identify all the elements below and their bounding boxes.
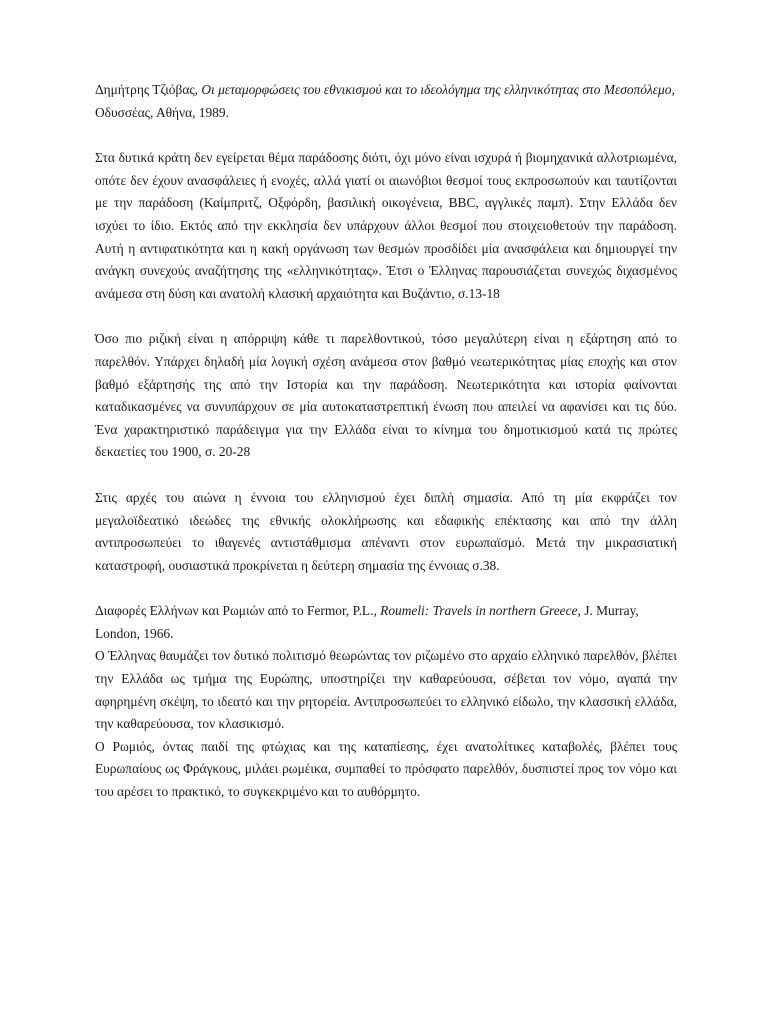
citation-publisher: , J. Murray, London, 1966. <box>95 603 639 641</box>
paragraph-romios: Ο Ρωμιός, όντας παιδί της φτώχιας και της καταπίεσης, έχει ανατολίτικες καταβολές, βλέπει τους Ευρωπαίους ως Φράγκους, μιλάει ρωμέικα, συμπαθεί το πρόσφατο παρελθόν, δυσπιστεί προς τον νόμο και του αρέσει το πρακτικό, το συγκεκριμένο και το αυθόρμητο. <box>95 738 677 800</box>
paragraph-hellene: Ο Έλληνας θαυμάζει τον δυτικό πολιτισμό θεωρώντας τον ριζωμένο στο αρχαίο ελληνικό παρελθόν, βλέπει την Ελλάδα ως τμήμα της Ευρώπης, υποστηρίζει την καθαρεύουσα, σέβεται τον νόμο, αγαπά την αφηρημένη σκέψη, το ιδεατό και την ρητορεία. Αντιπροσωπεύει το ελληνικό είδωλο, την κλασσική ελλάδα, την καθαρεύουσα, τον κλασικισμό. <box>95 648 677 732</box>
citation-author: Δημήτρης Τζιόβας, <box>95 82 202 97</box>
citation-publisher: , Οδυσσέας, Αθήνα, 1989. <box>95 82 675 120</box>
citation-fermor <box>95 600 677 645</box>
citation-title: Roumeli: Travels in northern Greece <box>380 603 578 619</box>
paragraph-modernity: Όσο πιο ριζική είναι η απόρριψη κάθε τι παρελθοντικού, τόσο μεγαλύτερη είναι η εξάρτηση από το παρελθόν. Υπάρχει δηλαδή μία λογική σχέση ανάμεσα στον βαθμό νεωτερικότητας μίας εποχής και στον βαθμό εξάρτησής της από την Ιστορία και την παράδοση. Νεωτερικότητα και ιστορία φαίνονται καταδικασμένες να συνυπάρχουν σε μία αυτοκαταστρεπτική ένωση που απειλεί να αφανίσει και τις δύο. Ένα χαρακτηριστικό παράδειγμα για την Ελλάδα είναι το κίνημα του δημοτικισμού κατά τις πρώτες δεκαετίες του 1900, σ. 20-28 <box>95 331 677 460</box>
citation-prefix: Διαφορές Ελλήνων και Ρωμιών από το Fermor, P.L., <box>95 603 381 619</box>
document-body <box>95 79 677 804</box>
paragraph-hellenism: Στις αρχές του αιώνα η έννοια του ελληνισμού έχει διπλή σημασία. Από τη μία εκφράζει τον μεγαλοϊδεατικό ιδεώδες της εθνικής ολοκλήρωσης και εδαφικής επέκτασης και από την άλλη αντιπροσωπεύει το ιθαγενές αντιστάθμισμα απέναντι στον ευρωπαϊσμό. Μετά την μικρασιατική καταστροφή, ουσιαστικά προκρίνεται η δεύτερη σημασία της έννοιας σ.38. <box>95 489 677 573</box>
citation-title: Οι μεταμορφώσεις του εθνικισμού και το ιδεολόγημα της ελληνικότητας στο Μεσοπόλεμο <box>201 82 672 97</box>
paragraph-tradition: Στα δυτικά κράτη δεν εγείρεται θέμα παράδοσης διότι, όχι μόνο είναι ισχυρά ή βιομηχανικά αλλοτριωμένα, οπότε δεν έχουν ανασφάλειες ή ενοχές, αλλά γιατί οι αιωνόβιοι θεσμοί τους εκπροσωπούν και ταυτίζονται με την παράδοση (Καίμπριτζ, Οξφόρδη, βασιλική οικογένεια, BBC, αγγλικές παμπ). Στην Ελλάδα δεν ισχύει το ίδιο. Εκτός από την εκκλησία δεν υπάρχουν άλλοι θεσμοί που στοιχειοθετούν την παράδοση. Αυτή η αντιφατικότητα και η κακή οργάνωση των θεσμών προσδίδει μία ανασφάλεια και δημιουργεί την ανάγκη συνεχούς αναζήτησης της «ελληνικότητας». Έτσι ο Έλληνας παρουσιάζεται συνεχώς διχασμένος ανάμεσα στη δύση και ανατολή κλασική αρχαιότητα και Βυζάντιο, σ.13-18 <box>95 150 677 301</box>
citation-tziovas <box>95 79 677 124</box>
